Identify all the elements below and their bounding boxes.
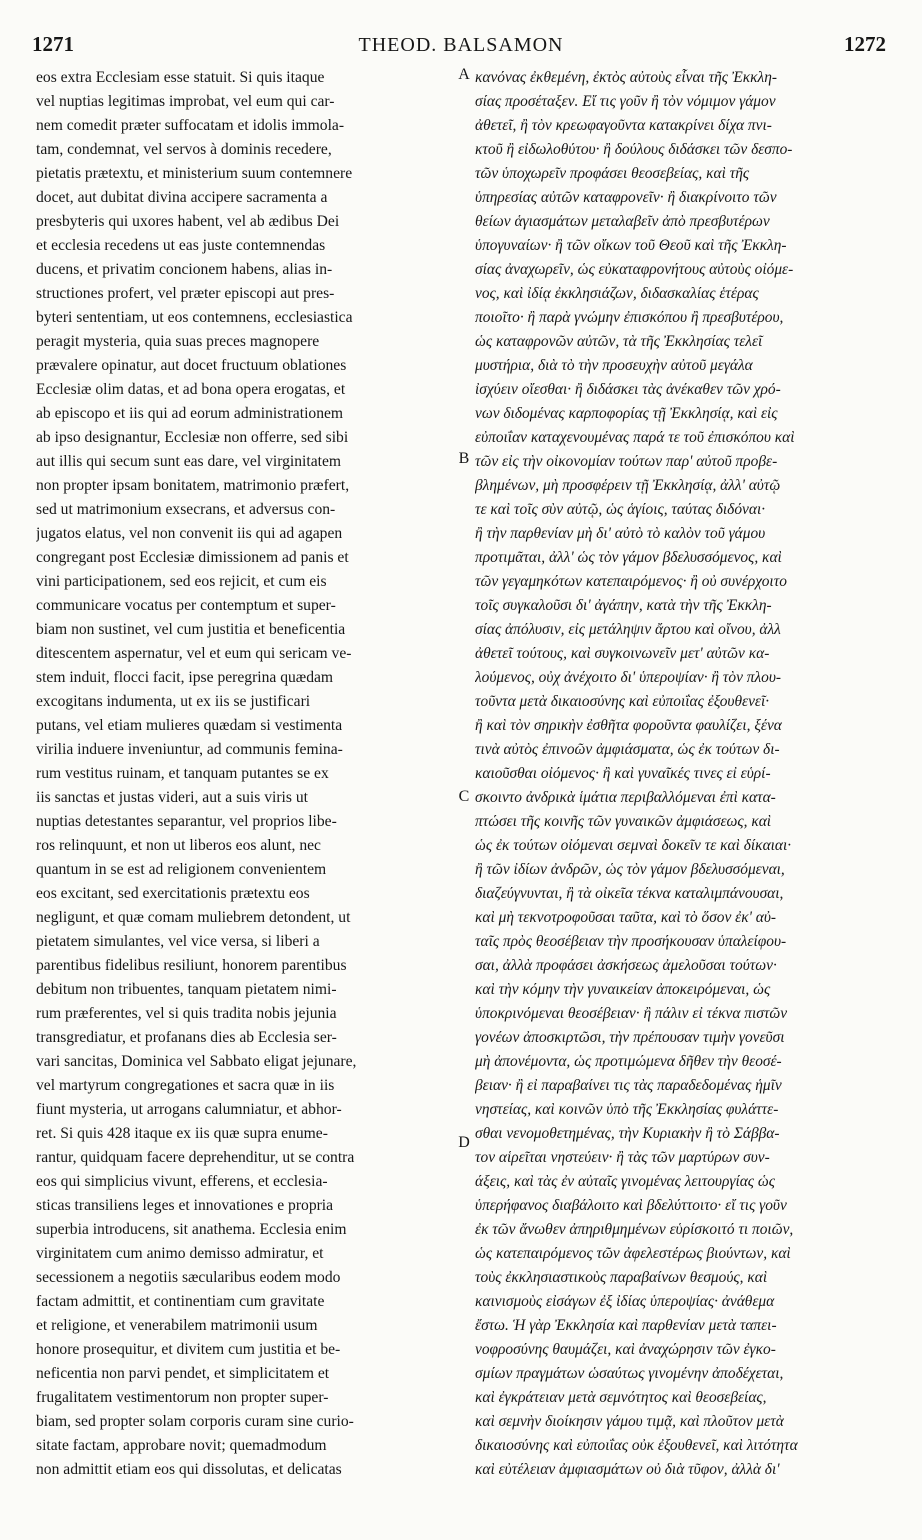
latin-text-line: negligunt, et quæ comam muliebrem detondent, ut: [36, 909, 351, 926]
latin-text-line: non admittit etiam eos qui dissolutas, et delicatas: [36, 1461, 342, 1478]
greek-text-line: γονέων ἀποσκιρτῶσι, τὴν πρέπουσαν τιμὴν γονεῦσι: [475, 1029, 785, 1046]
page-header: [30, 32, 892, 60]
latin-text-line: eos excitant, sed exercitationis prætextu eos: [36, 885, 310, 902]
latin-text-line: ros relinquunt, et non ut liberos eos alunt, nec: [36, 837, 321, 854]
greek-text-line: τε καὶ τοῖς σὺν αὐτῷ, ὡς ἁγίοις, ταύτας διδόναι·: [475, 501, 766, 518]
latin-text-line: ditescentem aspernatur, vel et eum qui sericam ve-: [36, 645, 352, 662]
latin-text-line: docet, aut dubitat divina accipere sacramenta a: [36, 189, 328, 206]
greek-text-line: τῶν γεγαμηκότων κατεπαιρόμενος· ἢ οὐ συνέρχοιτο: [475, 573, 787, 590]
greek-text-line: καὶ σεμνὴν διοίκησιν γάμου τιμᾷ, καὶ πλοῦτον μετὰ: [475, 1413, 784, 1430]
greek-text-line: ἢ τὴν παρθενίαν μὴ δι' αὐτὸ τὸ καλὸν τοῦ γάμου: [475, 525, 766, 542]
latin-text-line: congregant post Ecclesiæ dimissionem ad panis et: [36, 549, 349, 566]
latin-text-line: biam, sed propter solam corporis curam sine curio-: [36, 1413, 354, 1430]
latin-text-line: superbia introducens, sit anathema. Ecclesia enim: [36, 1221, 347, 1238]
greek-text-line: καιοῦσθαι οἰόμενος· ἢ καὶ γυναῖκές τινες εἰ εὑρί-: [475, 765, 771, 782]
latin-text-line: factam admittit, et continentiam cum gravitate: [36, 1293, 325, 1310]
greek-text-line: θείων ἁγιασμάτων μεταλαβεῖν ἀπὸ πρεσβυτέρων: [475, 213, 770, 230]
latin-text-line: structiones profert, vel præter episcopi aut pres-: [36, 285, 335, 302]
latin-text-line: debitum non tribuentes, tanquam pietatem nimi-: [36, 981, 337, 998]
latin-text-line: ab episcopo et iis qui ad eorum administrationem: [36, 405, 344, 422]
latin-text-line: neficentia non parvi pendet, et simplicitatem et: [36, 1365, 330, 1382]
greek-text-line: ταῖς πρὸς θεοσέβειαν τὴν προσήκουσαν ὑπαλείφου-: [475, 933, 787, 950]
greek-text-line: ἀθετεῖ τούτους, καὶ συγκοινωνεῖν μετ' αὐτῶν κα-: [475, 645, 770, 662]
latin-text-line: et religione, et venerabilem matrimonii usum: [36, 1317, 318, 1334]
latin-text-line: rum vestitus ruinam, et tanquam putantes se ex: [36, 765, 329, 782]
margin-marker-b: B: [458, 450, 470, 467]
latin-column: [36, 66, 454, 1482]
latin-text-line: ducens, et privatim concionem habens, alias in-: [36, 261, 333, 278]
latin-text-line: vini participationem, sed eos rejicit, et cum eis: [36, 573, 327, 590]
greek-text-line: τῶν εἰς τὴν οἰκονομίαν τούτων παρ' αὐτοῦ προβε-: [475, 453, 778, 470]
latin-text-line: putans, vel etiam mulieres quædam si vestimenta: [36, 717, 343, 734]
latin-text-line: secessionem a negotiis sæcularibus eodem modo: [36, 1269, 341, 1286]
latin-text-line: pietatis prætextu, et ministerium suum contemnere: [36, 165, 353, 182]
greek-text-line: βειαν· ἢ εἰ παραβαίνει τις τὰς παραδεδομένας ἡμῖν: [475, 1077, 782, 1094]
latin-text-line: sed ut matrimonium exsecrans, et adversus con-: [36, 501, 336, 518]
latin-text-line: ab ipso designantur, Ecclesiæ non offerre, sed sibi: [36, 429, 349, 446]
margin-marker-a: A: [458, 66, 470, 83]
running-title: THEOD. BALSAMON: [358, 34, 564, 56]
page-number-right: 1272: [844, 32, 886, 56]
greek-text-line: τοῦντα μετὰ δικαιοσύνης καὶ εὐποιΐας ἐξουθενεῖ·: [475, 693, 770, 710]
greek-text-line: ἢ καὶ τὸν σηρικὴν ἐσθῆτα φοροῦντα φαυλίζει, ξένα: [475, 717, 782, 734]
greek-text-line: νοφροσύνης θαυμάζει, καὶ ἀναχώρησιν τῶν ἐγκο-: [475, 1341, 776, 1358]
latin-text-line: vel martyrum congregationes et sacra quæ in iis: [36, 1077, 335, 1094]
latin-text-line: honore prosequitur, et divitem cum justitia et be-: [36, 1341, 341, 1358]
greek-text-line: ὡς κατεπαιρόμενος τῶν ἀφελεστέρως βιούντων, καὶ: [475, 1245, 791, 1262]
greek-text-line: ὑπογυναίων· ἢ τῶν οἴκων τοῦ Θεοῦ καὶ τῆς Ἐκκλη-: [475, 237, 787, 254]
greek-column: [475, 66, 887, 1482]
margin-marker-c: C: [458, 788, 470, 805]
greek-text-line: ἔστω. Ἡ γὰρ Ἐκκλησία καὶ παρθενίαν μετὰ ταπει-: [475, 1317, 777, 1334]
greek-text-line: καὶ ἐγκράτειαν μετὰ σεμνότητος καὶ θεοσεβείας,: [475, 1389, 767, 1406]
latin-text-line: ret. Si quis 428 itaque ex iis quæ supra enume-: [36, 1125, 328, 1142]
greek-text-line: καὶ τὴν κόμην τὴν γυναικείαν ἀποκειρόμεναι, ὡς: [475, 981, 771, 998]
latin-text-line: transgrediatur, et profanans dies ab Ecclesia ser-: [36, 1029, 337, 1046]
latin-text-line: non propter ipsam bonitatem, matrimonio præfert,: [36, 477, 350, 494]
latin-text-line: stem induit, flocci facit, ipse peregrina quædam: [36, 669, 334, 686]
greek-text-line: δικαιοσύνης καὶ εὐποιΐας οὐκ ἐξουθενεῖ, καὶ λιτότητα: [475, 1437, 798, 1454]
greek-text-line: σκοιντο ἀνδρικὰ ἱμάτια περιβαλλόμεναι ἐπὶ κατα-: [475, 789, 776, 806]
latin-text-line: quantum in se est ad religionem convenientem: [36, 861, 327, 878]
greek-text-line: νηστείας, καὶ κοινῶν ὑπὸ τῆς Ἐκκλησίας φυλάττε-: [475, 1101, 779, 1118]
greek-text-line: καὶ εὐτέλειαν ἀμφιασμάτων οὐ διὰ τῦφον, ἀλλὰ δι': [475, 1461, 780, 1478]
latin-text-line: virginitatem cum animo demisso admiratur, et: [36, 1245, 324, 1262]
latin-text-line: aut illis qui secum sunt eas dare, vel virginitatem: [36, 453, 342, 470]
greek-text-line: τινὰ αὐτὸς ἐπινοῶν ἀμφιάσματα, ὡς ἐκ τούτων δι-: [475, 741, 780, 758]
latin-text-line: Ecclesiæ olim datas, et ad bona opera erogatas, et: [36, 381, 346, 398]
greek-text-line: ἢ τῶν ἰδίων ἀνδρῶν, ὡς τὸν γάμον βδελυσσόμεναι,: [475, 861, 785, 878]
latin-text-line: vel nuptias legitimas improbat, vel eum qui car-: [36, 93, 335, 110]
greek-text-line: τοὺς ἐκκλησιαστικοὺς παραβαίνων θεσμούς, καὶ: [475, 1269, 768, 1286]
greek-text-line: ὡς ἐκ τούτων οἰόμεναι σεμναὶ δοκεῖν τε καὶ δίκαιαι·: [475, 837, 792, 854]
greek-text-line: ποιοῖτο· ἢ παρὰ γνώμην ἐπισκόπου ἢ πρεσβυτέρου,: [475, 309, 784, 326]
latin-text-line: parentibus fidelibus resiliunt, honorem parentibus: [36, 957, 347, 974]
greek-text-line: ἀθετεῖ, ἢ τὸν κρεωφαγοῦντα κατακρίνει δίχα πνι-: [475, 117, 772, 134]
greek-text-line: νων διδομένας καρποφορίας τῇ Ἐκκλησίᾳ, καὶ εἰς: [475, 405, 778, 422]
greek-text-line: ὡς καταφρονῶν αὐτῶν, τὰ τῆς Ἐκκλησίας τελεῖ: [475, 333, 763, 350]
page-number-left: 1271: [32, 32, 74, 56]
greek-text-line: τοῖς συγκαλοῦσι δι' ἀγάπην, κατὰ τὴν τῆς Ἐκκλη-: [475, 597, 772, 614]
greek-text-line: τον αἱρεῖται νηστεύειν· ἢ τὰς τῶν μαρτύρων συν-: [475, 1149, 770, 1166]
latin-text-line: pietatem simulantes, vel vice versa, si liberi a: [36, 933, 320, 950]
greek-text-line: προτιμᾶται, ἀλλ' ὡς τὸν γάμον βδελυσσόμενος, καὶ: [475, 549, 782, 566]
latin-text-line: rantur, quidquam facere deprehenditur, ut se contra: [36, 1149, 355, 1166]
greek-text-line: ἐκ τῶν ἄνωθεν ἀπηριθμημένων εὑρίσκοιτό τι ποιῶν,: [475, 1221, 794, 1238]
latin-text-line: presbyteris qui uxores habent, vel ab ædibus Dei: [36, 213, 340, 230]
greek-text-line: ἰσχύειν οἴεσθαι· ἢ διδάσκει τὰς ἀνέκαθεν τῶν χρό-: [475, 381, 781, 398]
greek-text-line: καὶ μὴ τεκνοτροφοῦσαι ταῦτα, καὶ τὸ ὅσον ἐκ' αὐ-: [475, 909, 777, 926]
greek-text-line: κανόνας ἐκθεμένη, ἐκτὸς αὐτοὺς εἶναι τῆς Ἐκκλη-: [475, 69, 777, 86]
latin-text-line: excogitans indumenta, ut ex iis se justificari: [36, 693, 311, 710]
latin-text-line: vari sancitas, Dominica vel Sabbato eligat jejunare,: [36, 1053, 357, 1070]
latin-text-line: prævalere opinatur, aut docet fructuum oblationes: [36, 357, 347, 374]
greek-text-line: σίας ἀπόλυσιν, εἰς μετάληψιν ἄρτου καὶ οἴνου, ἀλλ: [475, 621, 781, 638]
latin-text-line: jugatos elatus, vel non convenit iis qui ad agapen: [36, 525, 343, 542]
latin-text-line: peragit mysteria, quia suas preces magnopere: [36, 333, 320, 350]
latin-text-line: fiunt mysteria, ut arrogans calumniatur, et abhor-: [36, 1101, 342, 1118]
latin-text-line: nem comedit præter suffocatam et idolis immola-: [36, 117, 345, 134]
latin-text-line: nuptias detestantes separantur, vel proprios libe-: [36, 813, 337, 830]
latin-text-line: eos extra Ecclesiam esse statuit. Si quis itaque: [36, 69, 325, 86]
latin-text-line: tam, condemnat, vel servos à dominis recedere,: [36, 141, 332, 158]
greek-text-line: μυστήρια, διὰ τὸ τὴν προσευχὴν αὐτοῦ μεγάλα: [475, 357, 753, 374]
greek-text-line: τῶν ὑποχωρεῖν προφάσει θεοσεβείας, καὶ τῆς: [475, 165, 750, 182]
greek-text-line: πτώσει τῆς κοινῆς τῶν γυναικῶν ἀμφιάσεως, καὶ: [475, 813, 772, 830]
latin-text-line: rum præferentes, vel si quis tradita nobis jejunia: [36, 1005, 337, 1022]
margin-markers: [454, 66, 474, 1526]
latin-text-line: iis sanctas et justas videri, aut a suis viris ut: [36, 789, 308, 806]
greek-text-line: σίας ἀναχωρεῖν, ὡς εὐκαταφρονήτους αὐτοὺς οἰόμε-: [475, 261, 794, 278]
greek-text-line: σθαι νενομοθετημένας, τὴν Κυριακὴν ἢ τὸ Σάββα-: [475, 1125, 780, 1142]
latin-text-line: et ecclesia recedens ut eas juste contemnendas: [36, 237, 326, 254]
greek-text-line: μὴ ἀπονέμοντα, ὡς προτιμώμενα δῆθεν τὴν θεοσέ-: [475, 1053, 782, 1070]
latin-text-line: communicare vocatus per contemptum et super-: [36, 597, 336, 614]
greek-text-line: σίας προσέταξεν. Εἴ τις γοῦν ἢ τὸν νόμιμον γάμον: [475, 93, 776, 110]
latin-text-line: frugalitatem vestimentorum non propter super-: [36, 1389, 329, 1406]
greek-text-line: βλημένων, μὴ προσφέρειν τῇ Ἐκκλησίᾳ, ἀλλ' αὐτῷ: [475, 477, 781, 494]
greek-text-line: ὑπηρεσίας αὐτῶν καταφρονεῖν· ἢ διακρίνοιτο τῶν: [475, 189, 777, 206]
greek-text-line: κτοῦ ἢ εἰδωλοθύτου· ἢ δούλους διδάσκει τῶν δεσπο-: [475, 141, 793, 158]
latin-text-line: sitate factam, approbare novit; quemadmodum: [36, 1437, 327, 1454]
greek-text-line: ὑποκρινόμεναι θεοσέβειαν· ἢ πάλιν εἰ τέκνα πιστῶν: [475, 1005, 788, 1022]
greek-text-line: λούμενος, οὐχ ἀνέχοιτο δι' ὑπεροψίαν· ἢ τὸν πλου-: [475, 669, 782, 686]
latin-text-line: biam non sustinet, vel cum justitia et beneficentia: [36, 621, 346, 638]
latin-text-line: byteri sententiam, ut eos contemnens, ecclesiastica: [36, 309, 353, 326]
latin-text-line: eos qui simplicius vivunt, efferens, et ecclesia-: [36, 1173, 328, 1190]
greek-text-line: εὐποιΐαν καταχενουμένας παρά τε τοῦ ἐπισκόπου καὶ: [475, 429, 795, 446]
margin-marker-d: D: [458, 1134, 470, 1151]
greek-text-line: σαι, ἀλλὰ προφάσει ἀσκήσεως ἀμελοῦσαι τούτων·: [475, 957, 777, 974]
greek-text-line: καινισμοὺς εἰσάγων ἐξ ἰδίας ὑπεροψίας· ἀνάθεμα: [475, 1293, 775, 1310]
latin-text-line: virilia induere inveniuntur, ad communis femina-: [36, 741, 343, 758]
greek-text-line: νος, καὶ ἰδίᾳ ἐκκλησιάζων, διδασκαλίας ἑτέρας: [475, 285, 759, 302]
latin-text-line: sticas transiliens leges et innovationes e propria: [36, 1197, 334, 1214]
greek-text-line: διαζεύγνυνται, ἢ τὰ οἰκεῖα τέκνα καταλιμπάνουσαι,: [475, 885, 784, 902]
greek-text-line: ὑπερήφανος διαβάλοιτο καὶ βδελύττοιτο· εἴ τις γοῦν: [475, 1197, 787, 1214]
greek-text-line: σμίων πραγμάτων ὡσαύτως γινομένην ἀποδέχεται,: [475, 1365, 784, 1382]
greek-text-line: άξεις, καὶ τὰς ἐν αὐταῖς γινομένας λειτουργίας ὡς: [475, 1173, 776, 1190]
